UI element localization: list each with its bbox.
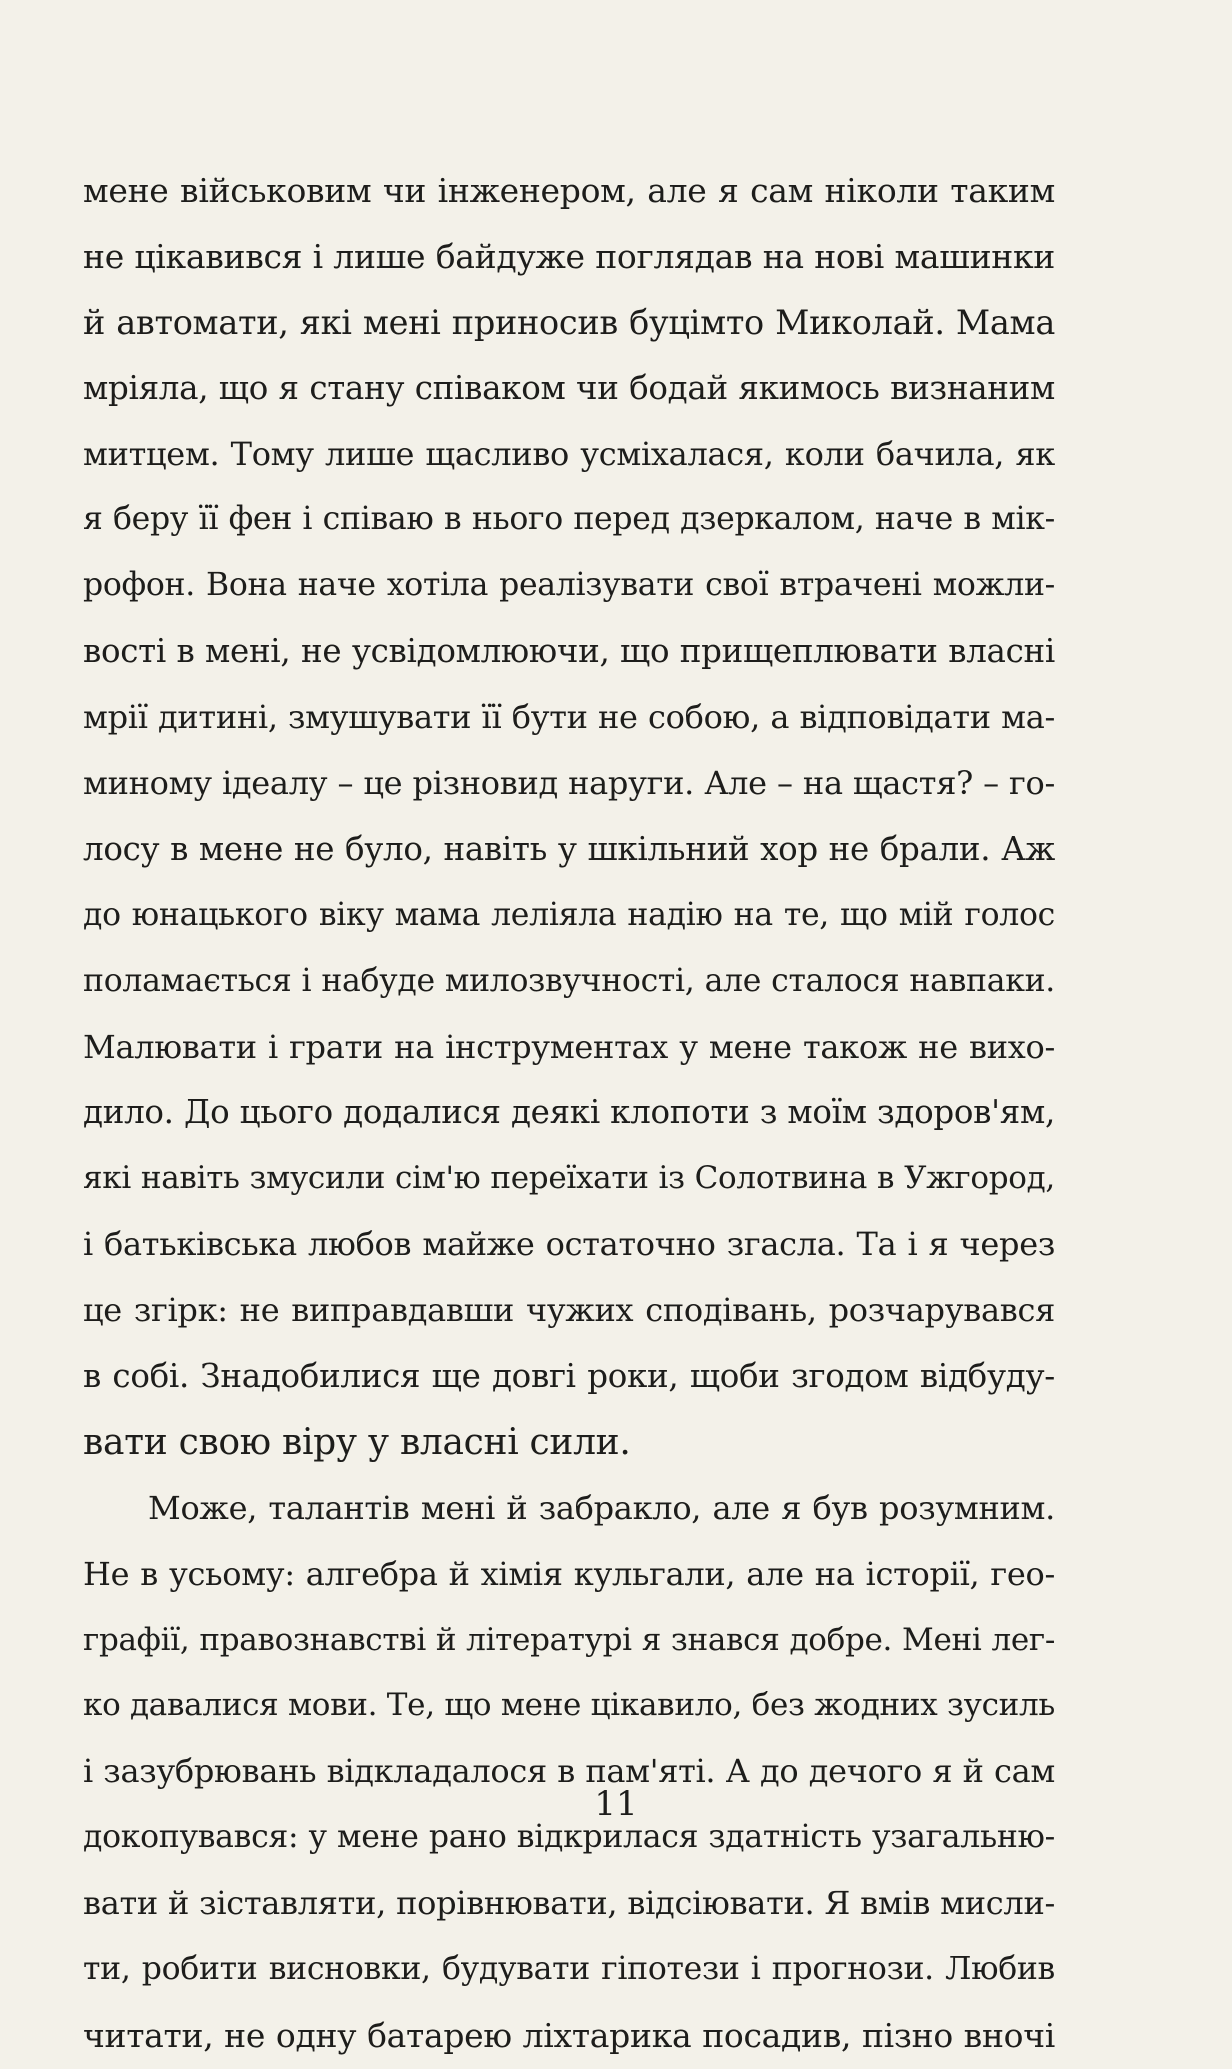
- body-text: [83, 158, 1055, 2069]
- text-line: рофон. Вона наче хотіла реалізувати свої втрачені можли-: [83, 567, 1055, 604]
- text-line: які навіть змусили сім'ю переїхати із Солотвина в Ужгород,: [83, 1160, 1055, 1197]
- text-line: графії, правознавстві й літературі я знався добре. Мені лег-: [83, 1621, 1055, 1658]
- text-line: ко давалися мови. Те, що мене цікавило, без жодних зусиль: [83, 1687, 1055, 1724]
- text-line: Може, талантів мені й забракло, але я був розумним.: [148, 1488, 1055, 1527]
- text-line: поламається і набуде милозвучності, але сталося навпаки.: [83, 962, 1055, 999]
- text-line: миному ідеалу – це різновид наруги. Але – на щастя? – го-: [83, 764, 1055, 803]
- text-line: і батьківська любов майже остаточно згасла. Та і я через: [83, 1225, 1055, 1264]
- text-line: докопувався: у мене рано відкрилася здатність узагальню-: [83, 1819, 1055, 1856]
- text-line: мене військовим чи інженером, але я сам ніколи таким: [83, 171, 1055, 210]
- text-line: мрії дитині, змушувати її бути не собою, а відповідати ма-: [83, 698, 1055, 737]
- text-line: ти, робити висновки, будувати гіпотези і прогнози. Любив: [83, 1951, 1055, 1988]
- text-line: це згірк: не виправдавши чужих сподівань, розчарувався: [83, 1291, 1055, 1330]
- text-line: в собі. Знадобилися ще довгі роки, щоби згодом відбуду-: [83, 1357, 1055, 1396]
- page-number: 11: [594, 1784, 638, 1824]
- text-line: й автомати, які мені приносив буцімто Миколай. Мама: [83, 302, 1055, 342]
- text-line: Не в усьому: алгебра й хімія кульгали, але на історії, гео-: [83, 1554, 1055, 1593]
- text-line: не цікавився і лише байдуже поглядав на нові машинки: [83, 236, 1055, 276]
- paragraph-2: [83, 1476, 1055, 2069]
- text-line: митцем. Тому лише щасливо усміхалася, коли бачила, як: [83, 434, 1055, 473]
- text-line: лосу в мене не було, навіть у шкільний хор не брали. Аж: [83, 829, 1055, 868]
- text-line: дило. До цього додалися деякі клопоти з моїм здоров'ям,: [83, 1093, 1055, 1132]
- text-line: до юнацького віку мама леліяла надію на те, що мій голос: [83, 896, 1055, 933]
- text-line: я беру її фен і співаю в нього перед дзеркалом, наче в мік-: [83, 501, 1055, 538]
- text-line: читати, не одну батарею ліхтарика посадив, пізно вночі: [83, 2015, 1055, 2055]
- text-line: вати свою віру у власні сили.: [83, 1421, 631, 1463]
- text-line: вати й зіставляти, порівнювати, відсіювати. Я вмів мисли-: [83, 1884, 1055, 1923]
- text-line: і зазубрювань відкладалося в пам'яті. А до дечого я й сам: [83, 1752, 1055, 1791]
- text-line: мріяла, що я стану співаком чи бодай якимось визнаним: [83, 368, 1055, 407]
- text-line: вості в мені, не усвідомлюючи, що прищеплювати власні: [83, 632, 1055, 671]
- paragraph-1: [83, 158, 1055, 1476]
- text-line: Малювати і грати на інструментах у мене також не вихо-: [83, 1027, 1055, 1066]
